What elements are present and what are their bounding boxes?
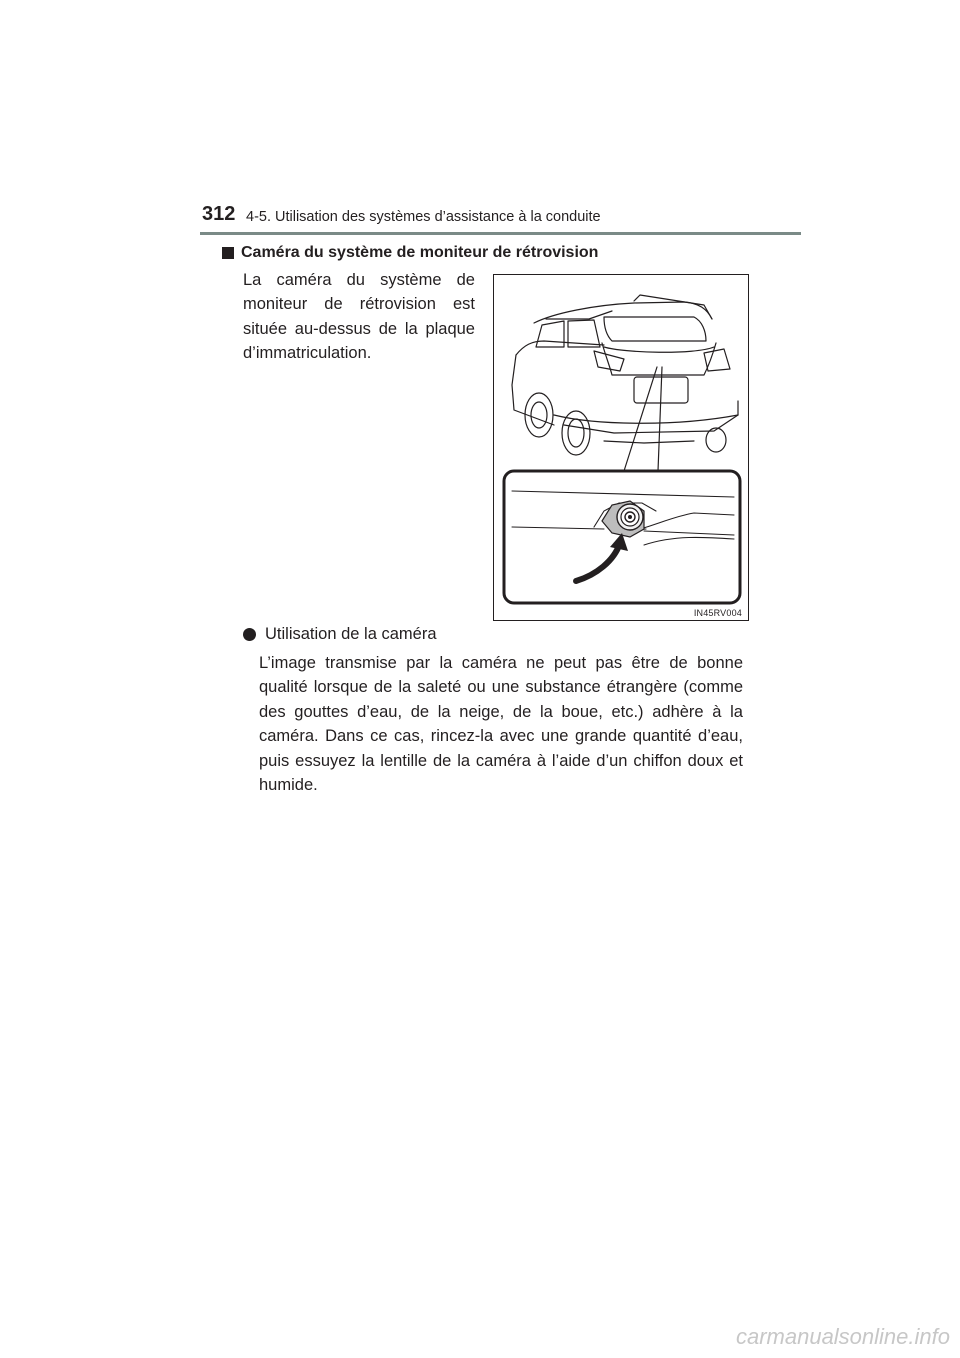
running-header: 4-5. Utilisation des systèmes d’assistance à la conduite	[246, 209, 601, 225]
square-bullet-icon	[222, 247, 234, 259]
section-heading	[222, 244, 598, 262]
bullet-heading	[243, 625, 437, 644]
section-title: Caméra du système de moniteur de rétrovision	[241, 244, 599, 261]
section-intro: La caméra du système de moniteur de rétrovision est située au-dessus de la plaque d’immatriculation.	[243, 271, 475, 363]
watermark: carmanualsonline.info	[735, 1324, 950, 1349]
bullet-body: L’image transmise par la caméra ne peut pas être de bonne qualité lorsque de la saleté ou une substance étrangère (comme des gouttes d’eau, de la neige, de la boue, etc.) adhère à la caméra. Dans ce cas, rincez-la avec une grande quantité d’eau, puis essuyez la lentille de la caméra à l’aide d’un chiffon doux et humide.	[259, 654, 743, 795]
round-bullet-icon	[243, 628, 256, 641]
bullet-title: Utilisation de la caméra	[265, 625, 437, 643]
header-rule	[200, 232, 801, 235]
camera-illustration	[493, 274, 749, 621]
figure-code: IN45RV004	[693, 608, 742, 618]
page-number: 312	[202, 203, 236, 225]
